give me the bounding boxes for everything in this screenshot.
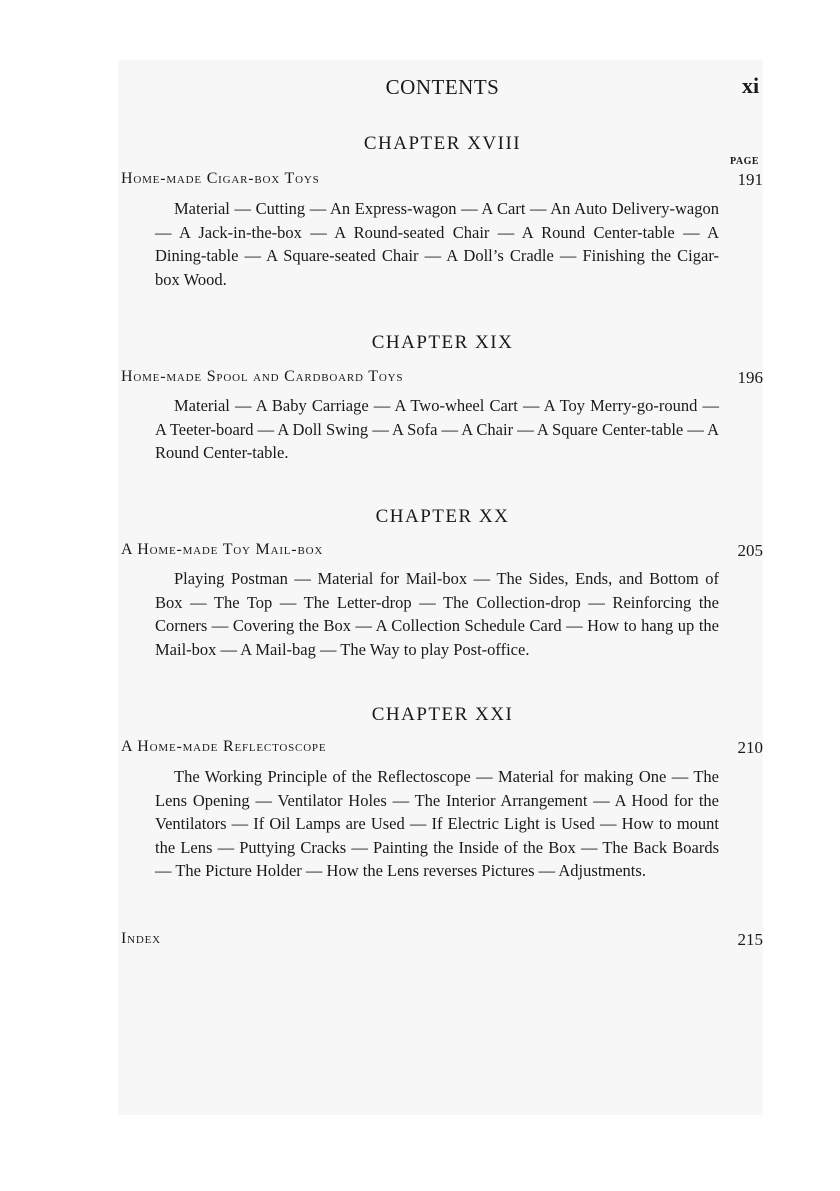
index-page-number: 215 (737, 930, 763, 949)
chapter-page-number: 205 (737, 541, 763, 560)
chapter-summary: Playing Postman — Material for Mail-box — The Sides, Ends, and Bottom of Box — The Top — The Letter-drop — The Collection-drop — Reinforcing the Corners — Covering the Box — A Collection Schedule Card — How to hang up the Mail-box — A Mail-bag — The Way to play Post-office. (155, 569, 719, 659)
chapter-title: A Home-made Reflectoscope (121, 738, 327, 755)
chapter-page-number: 191 (737, 170, 763, 189)
chapter-page-number: 210 (737, 738, 763, 757)
chapter-heading: CHAPTER XIX (371, 332, 514, 353)
chapter-title: Home-made Spool and Cardboard Toys (121, 368, 404, 385)
running-title: CONTENTS (385, 75, 500, 99)
chapter-title: Home-made Cigar-box Toys (121, 170, 320, 187)
chapter-summary: The Working Principle of the Reflectoscope — Material for making One — The Lens Opening — Ventilator Holes — The Interior Arrangement — A Hood for the Ventilators — If Oil Lamps are Used — If Electric Light is Used — How to mount the Lens — Puttying Cracks — Painting the Inside of the Box — The Back Boards — The Picture Holder — How the Lens reverses Pictures — Adjustments. (155, 767, 719, 880)
chapter-heading: CHAPTER XXI (371, 704, 514, 725)
page-column-label: PAGE (730, 156, 760, 167)
chapter-heading: CHAPTER XX (375, 506, 510, 527)
chapter-heading: CHAPTER XVIII (363, 133, 522, 154)
chapter-summary: Material — A Baby Carriage — A Two-wheel Cart — A Toy Merry-go-round — A Teeter-board — A Doll Swing — A Sofa — A Chair — A Square Center-table — A Round Center-table. (155, 396, 719, 462)
index-title: Index (121, 930, 161, 947)
chapter-summary: Material — Cutting — An Express-wagon — A Cart — An Auto Delivery-wagon — A Jack-in-the-box — A Round-seated Chair — A Round Center-table — A Dining-table — A Square-seated Chair — A Doll’s Cradle — Finishing the Cigar-box Wood. (155, 199, 719, 289)
chapter-page-number: 196 (737, 368, 763, 387)
chapter-title: A Home-made Toy Mail-box (121, 541, 324, 558)
folio-number: xi (742, 73, 760, 98)
